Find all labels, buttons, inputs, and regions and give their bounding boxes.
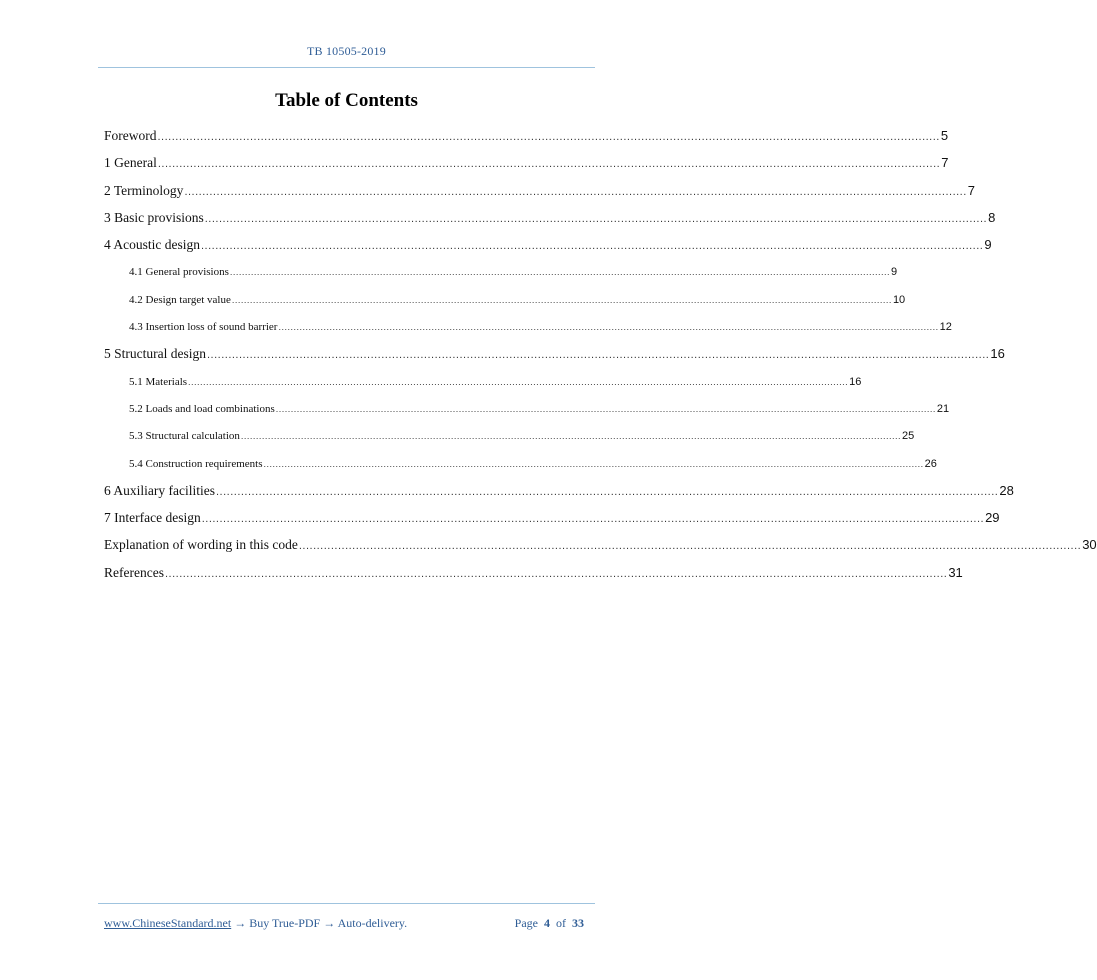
toc-entry-title: References xyxy=(104,564,164,580)
toc-title: Table of Contents xyxy=(275,90,418,111)
toc-entry-page: 16 xyxy=(849,375,862,388)
toc-entry-title: Explanation of wording in this code xyxy=(104,537,298,553)
toc-entry-title: 4.3 Insertion loss of sound barrier xyxy=(129,321,278,334)
toc-dot-leader: ............................................................................................................................................................................................................................ xyxy=(164,567,948,580)
toc-entry-title: 5 Structural design xyxy=(104,346,206,362)
toc-entry-page: 29 xyxy=(985,510,1000,526)
toc-subentry[interactable] xyxy=(104,424,915,451)
toc-entry-title: 5.1 Materials xyxy=(129,375,188,388)
footer-promo xyxy=(104,916,407,931)
toc-subentry[interactable] xyxy=(104,370,862,397)
toc-dot-leader: ............................................................................................................................................................................................................................ xyxy=(231,294,892,305)
toc-entry-title: 4.1 General provisions xyxy=(129,266,229,279)
toc-dot-leader: ............................................................................................................................................................................................................................ xyxy=(201,240,984,253)
toc-entry[interactable] xyxy=(104,206,996,233)
arrow-right-icon: → xyxy=(323,916,336,930)
toc-dot-leader: ............................................................................................................................................................................................................................ xyxy=(263,458,924,469)
website-link[interactable]: www.ChineseStandard.net xyxy=(104,916,232,930)
toc-dot-leader: ............................................................................................................................................................................................................................ xyxy=(201,513,985,526)
toc-entry-page: 12 xyxy=(939,321,952,334)
toc-dot-leader: ............................................................................................................................................................................................................................ xyxy=(204,212,988,225)
toc-entry-title: 4 Acoustic design xyxy=(104,237,200,253)
arrow-right-icon: → xyxy=(234,916,247,930)
document-code-header: TB 10505-2019 xyxy=(307,44,386,58)
toc-entry-page: 31 xyxy=(948,564,963,580)
header-divider xyxy=(98,67,595,68)
toc-dot-leader: ............................................................................................................................................................................................................................ xyxy=(157,131,940,143)
toc-entry[interactable] xyxy=(104,561,963,588)
toc-entry-title: 7 Interface design xyxy=(104,510,201,526)
toc-entry-page: 8 xyxy=(988,209,996,225)
toc-entry-page: 5 xyxy=(940,128,949,143)
toc-entry-title: 5.4 Construction requirements xyxy=(129,457,263,470)
toc-entry[interactable] xyxy=(104,342,1005,369)
toc-subentry[interactable] xyxy=(104,452,937,479)
toc-entry[interactable] xyxy=(104,533,1097,560)
toc-entry-page: 10 xyxy=(892,293,906,306)
toc-entry[interactable] xyxy=(104,179,976,206)
toc-entry-page: 26 xyxy=(924,457,937,470)
toc-entry-title: 6 Auxiliary facilities xyxy=(104,482,215,498)
toc-entry-title: 1 General xyxy=(104,155,157,171)
toc-entry-page: 9 xyxy=(891,266,898,279)
toc-entry-page: 30 xyxy=(1082,537,1097,553)
toc-entry-title: 5.2 Loads and load combinations xyxy=(129,402,275,415)
toc-entry-page: 28 xyxy=(999,482,1014,498)
toc-entry-page: 7 xyxy=(941,155,949,171)
toc-entry-page: 25 xyxy=(902,430,915,443)
toc-dot-leader: ............................................................................................................................................................................................................................ xyxy=(240,431,901,442)
page-label: Page xyxy=(514,916,538,930)
buy-link[interactable]: Buy True-PDF xyxy=(249,916,321,930)
toc-subentry[interactable] xyxy=(104,288,906,315)
toc-entry-title: 5.3 Structural calculation xyxy=(129,430,240,443)
page-of-label: of xyxy=(556,916,566,930)
toc-dot-leader: ............................................................................................................................................................................................................................ xyxy=(188,376,849,387)
toc-dot-leader: ............................................................................................................................................................................................................................ xyxy=(275,403,936,414)
toc-entry-title: Foreword xyxy=(104,128,157,143)
toc-dot-leader: ............................................................................................................................................................................................................................ xyxy=(206,349,990,362)
page-current: 4 xyxy=(544,916,550,930)
toc-subentry[interactable] xyxy=(104,315,952,342)
toc-entry[interactable] xyxy=(104,151,949,178)
toc-dot-leader: ............................................................................................................................................................................................................................ xyxy=(298,540,1082,553)
toc-entry-title: 2 Terminology xyxy=(104,182,184,198)
page-number xyxy=(515,916,584,931)
toc-entry-title: 3 Basic provisions xyxy=(104,209,204,225)
page-footer xyxy=(104,916,584,931)
toc-entry-page: 16 xyxy=(990,346,1005,362)
delivery-text: Auto-delivery. xyxy=(337,916,408,930)
toc-entry[interactable] xyxy=(104,233,992,260)
toc-dot-leader: ............................................................................................................................................................................................................................ xyxy=(278,322,939,333)
toc-entry-page: 21 xyxy=(936,402,950,415)
toc-entry-page: 9 xyxy=(984,237,992,253)
toc-entry-page: 7 xyxy=(967,182,976,198)
toc-subentry[interactable] xyxy=(104,260,898,287)
toc-dot-leader: ............................................................................................................................................................................................................................ xyxy=(215,485,999,498)
toc-subentry[interactable] xyxy=(104,397,950,424)
toc-dot-leader: ............................................................................................................................................................................................................................ xyxy=(229,267,891,278)
toc-dot-leader: ............................................................................................................................................................................................................................ xyxy=(184,185,967,198)
toc-list xyxy=(104,124,1097,588)
footer-divider xyxy=(98,903,595,904)
toc-entry-title: 4.2 Design target value xyxy=(129,293,231,306)
toc-entry[interactable] xyxy=(104,479,1014,506)
toc-entry[interactable] xyxy=(104,506,1000,533)
page-total: 33 xyxy=(572,916,584,930)
toc-dot-leader: ............................................................................................................................................................................................................................ xyxy=(157,158,941,171)
toc-entry[interactable] xyxy=(104,124,949,151)
